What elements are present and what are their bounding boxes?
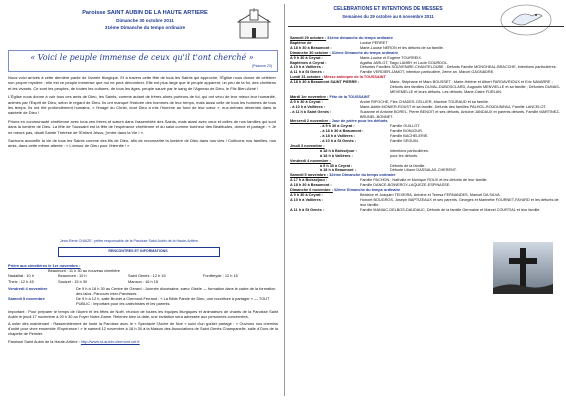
quote-reference: (Psaume 23) — [251, 64, 272, 68]
mass-line — [290, 110, 564, 120]
note-notice: A noter dès maintenant : Rassemblement de toute la Paroisse avec le « Spectacle l'Arche de Noé » suivi d'un goûter partagé : « Ouvrons nos chemins d'unité pour vivre ensemble l'Espérance ! » le samedi 12 novembre à 18 h 30 à la Maison des Associations de Saint Genès Champanelle, salle d'Ours de la chapelle de Pensier. — [8, 321, 278, 337]
website-line — [8, 339, 278, 344]
bulletin-date: Dimanche 30 octobre 2011 — [116, 18, 174, 23]
mass-intention: pour les défunts. — [390, 153, 419, 158]
day-label: Samedi 5 novembre : — [290, 173, 329, 178]
mass-time: à 9 h 30 à Ceyrat : — [320, 163, 353, 168]
day-label: Jeudi 3 novembre : — [290, 143, 325, 148]
mass-intention: Famille MANIAC-DELBOS-DAUDAUC, Défunts de la famille Germaine et Marcel COURTIAL et leur famille. — [360, 207, 541, 212]
mass-intention: Marie-Louise NERON et les défunts de sa famille. — [360, 45, 444, 50]
day-block — [290, 36, 564, 51]
mass-intention: Famille BONJOUR. — [390, 129, 423, 134]
day-block — [290, 173, 564, 188]
mass-time: A 9 h 30 à Ceyrat : — [290, 193, 323, 197]
mass-intention: Défunts de la famille. — [390, 163, 426, 168]
day-label: Vendredi 4 novembre : — [290, 158, 331, 163]
editorial-paragraph: Sachons accueillir la vie de tous les Saints comme des fils de Dieu, afin de reconnaître la lumière de Dieu dans nos vies ! Cultivons nos familles, nos amis, dans cette même attente : « L'amour de Dieu pour l'éternité ! » — [8, 138, 276, 149]
mass-time: à 18 h à Beaumont : — [320, 168, 356, 173]
day-block — [290, 51, 564, 76]
samedi-row — [8, 296, 278, 306]
mass-line — [290, 208, 564, 213]
parish-title: Paroisse SAINT AUBIN DE LA HAUTE ARTIERE — [82, 10, 208, 16]
day-heading: Messe anticipée de la TOUSSAINT — [323, 75, 386, 80]
prayer-cell: Theix : 12 h 45 — [8, 278, 34, 284]
mass-time: A 11 h à St Genès : — [290, 70, 325, 75]
mass-line — [290, 198, 564, 208]
samedi-text: De 9 h à 12 h, salle Brunet à Clermont-Ferrand : « La Bible Parole de Dieu, une nourriture à partager » — TOUT PUBLIC : important pour les catéchistes et les parents. — [76, 296, 270, 307]
mass-intention: Famille PACHON ; Nathalie et Monique ROUX et les défunts de leur famille. — [360, 178, 488, 183]
day-heading: Jour de prière pour les défunts — [331, 119, 388, 124]
mass-time: A 17 h à Boisséjour : — [290, 178, 328, 183]
mass-time: A 18 h 30 à Beaumont SAINT PIERRE : — [290, 80, 360, 85]
cross-photo-icon — [493, 242, 553, 294]
mass-intention: Famille VERDIER-JAMOT, intention particulière, 2ème an. Marcel GAGNADRE. — [360, 70, 495, 75]
mass-time: Baptême de — [290, 40, 312, 45]
day-block — [290, 95, 564, 120]
vendredi-row — [8, 286, 278, 296]
mass-time: - à 11 h à Saint Genès : — [290, 109, 332, 114]
mass-intention: Défuntes Familles SOUVENIRE-CHANTELOUBE ; Défunts Famille MONGHEAL-BRACCHE, intentions particulières. — [360, 65, 557, 70]
mass-time: - à 10 h à St Genès : — [320, 139, 357, 144]
encounters-heading: RENCONTRES ET INFORMATIONS — [108, 249, 168, 253]
right-column — [288, 0, 564, 400]
mass-intention: Défunte Liliane DASSALAS-CHERENT. — [390, 168, 457, 173]
prayer-cell: Manson : 16 h 15 — [128, 278, 159, 284]
mass-intention: Marie, Stéphane et Marc BOUSSET ; Marie-Hélène et Albert FARGAVRIOUX et Eric NAVARRE ; Défunts des familles DUVAL-DUBOSCLARD, Augustin MENVIELLE et sa famille ; Défuntes DUMAS-MEVEMELLE et leurs défunts. Les défunts, Marie-Claire FURLAN. — [390, 80, 561, 94]
sunday-text: Dimanche du temps ordinaire — [119, 25, 186, 30]
editorial-paragraph: Prions en communauté chrétienne avec tous ces frères et sœurs dans l'assemblée des Saints, mais aussi avec ceux et celles de nos familles qui sont dans la lumière de Dieu. La fête de Toussaint est la fête de l'espérance chrétienne et du salut comme bonheur des Béatitudes, donné et partagé : « Je ne meurs pas, disait Sainte Thérèse de l'Enfant Jésus, j'entre dans la Vie ! ». — [8, 118, 276, 135]
day-label: Dimanche 6 novembre : — [290, 188, 333, 193]
celebrations-subtitle: Semaines du 29 octobre au 6 novembre 2011 — [342, 14, 434, 19]
day-label: Lundi 31 octobre : — [290, 75, 323, 80]
mass-time: - à 18 h à Vallières : — [320, 134, 356, 139]
mass-intention: Béatrice et Joaquim TEIXEIRA, Antoine et Teresa FERNANDES, Manuel DA SILVA. — [360, 193, 501, 197]
mass-intention: Famille DANCE-BOINEROY-LAQUEZE-ESPINASSE. — [360, 183, 451, 188]
day-heading: 31ème dimanche du temps ordinaire — [327, 36, 393, 40]
vendredi-text: De 9 h à 18 h 30 au Centre de Gérard : Journée diocésaine, sœur Gisèle — formation dans le cadre de la formation des laïcs. Parcours Inter-Paroisses. — [76, 285, 276, 297]
prayer-cell: Nadaillat : 10 h — [8, 273, 34, 279]
samedi-label: Samedi 5 novembre — [8, 296, 45, 302]
mass-time: A 10 h à Vallières : — [290, 65, 324, 70]
mass-time: Baptêmes à Ceyrat : — [290, 60, 327, 65]
day-block — [290, 119, 490, 144]
website-link[interactable]: http://www.st-aubin-clermont.cef.fr — [80, 338, 140, 344]
mass-time: A 9 h 30 à Ceyrat : — [290, 99, 323, 104]
title-rule — [288, 26, 564, 27]
mass-intention: Louise PERRET — [360, 40, 388, 45]
editorial-paragraph: Nous voici arrivés à cette dernière partie de l'année liturgique. Et à travers cette fête de tous les Saints qui approche, l'Église nous donne de célébrer son propre mystère : elle est ce peuple immense que nul ne peut dénombrer. Elle est plus large que le peuple apparent, un peu de la foi, des chrétiens et les vivants. Ce sont les peuples, de toutes les cultures, de tous les âges, peuple sauvé par le sang de l'Agneau de Dieu, le Fils Bien-Aimé ! — [8, 75, 276, 91]
mass-time: A 11 h à St Genès : — [290, 207, 325, 212]
mass-time: A 10 h à Vallières : — [290, 197, 324, 202]
prayer-table — [8, 273, 278, 283]
day-block — [290, 144, 490, 159]
day-label: Samedi 29 octobre : — [290, 36, 327, 40]
prayer-cell: Beaumont : 10 h — [58, 273, 87, 279]
mass-intention: André RIFOCHE, Fles CHADES-CELLIER, Maxime TOURAUD et sa famille. — [360, 99, 489, 104]
day-heading: 32ème Dimanche du temps ordinaire — [329, 173, 396, 178]
day-heading: Fête de la TOUSSAINT — [329, 94, 370, 99]
day-heading: 31ème Dimanche du temps ordinaire — [331, 50, 399, 55]
liturgical-sunday — [70, 25, 220, 30]
day-block — [290, 188, 564, 213]
headline-quote: « Voici le peuple immense de ceux qu'il t'ont cherché » — [30, 53, 254, 62]
editorial-text — [8, 75, 276, 152]
information-section — [8, 263, 278, 344]
vendredi-label: Vendredi 4 novembre — [8, 285, 48, 291]
day-heading: 32ème Dimanche du temps ordinaire — [333, 188, 401, 193]
mass-intention: Famille GUILLOT. — [390, 124, 421, 129]
mass-time: - à 18 h 30 à Beaumont : — [320, 129, 364, 134]
mass-intention: Agatha JARLOT, Tiago LAMBY et Lucie GOURDOL. — [360, 60, 449, 65]
prayer-cell: Fontfreyde : 12 h 15 — [203, 273, 238, 279]
prayer-cell: Saint Genès : 12 h 15 — [128, 273, 166, 279]
mass-time: à 18 h à Boisséjour : — [320, 148, 357, 153]
day-label: Dimanche 30 octobre : — [290, 50, 331, 55]
mass-schedule — [290, 36, 564, 213]
day-label: Mardi 1er novembre : — [290, 94, 329, 99]
mass-time: A 9 h 30 à Ceyrat : — [290, 55, 323, 60]
editorial-paragraph: L'Église nous donne à voir tous ces amis de Dieu, les Saints, comme autant de frères aînés porteurs de foi, qui ont vécu de leur mieux leur humanité, animés par l'Esprit de Dieu, selon le regard de Dieu. Ils ont manqué l'histoire des hommes de leur temps, mais aussi celle de tous les hommes de tous les temps. Ils ont été profondément humains, « l'image du Christ, dont Dieu a mis l'homme au fond de leur cœur », eux-mêmes décernés dans la sainteté de Dieu ! — [8, 94, 276, 116]
mass-time: à 18 h à Vallières : — [320, 153, 353, 158]
dove-emblem-icon — [498, 2, 554, 38]
day-block — [290, 159, 490, 174]
celebrations-title: CELEBRATIONS ET INTENTIONS DE MESSES — [333, 6, 443, 12]
mass-intention: intentions particulières. — [390, 148, 429, 153]
prayer-cell: Saulzet : 15 h 30 — [58, 278, 88, 284]
sunday-number: 31ème — [104, 25, 120, 30]
mass-intention: Marie-Louise et Eugène TOURREIX. — [360, 55, 422, 60]
mass-intention: Famille BACHELERIE. — [390, 134, 429, 139]
church-logo-icon — [234, 8, 274, 42]
mass-intention: Marie-Adèle MONIER-ROUST et sa famille. Défunts des familles PALHOL-ROUDUNEAU, Famille LANCELOT. — [360, 104, 547, 109]
prayer-line: Beaumont : 11 h 30 au nouveau cimetière — [48, 268, 120, 274]
mass-time: A 18 h 30 à Beaumont : — [290, 183, 332, 188]
mass-time: - à 9 h 30 à Ceyrat : — [320, 124, 355, 129]
website-label: Paroisse Saint Aubin de la Haute-Artière : — [8, 338, 80, 344]
prayer-title: Prière aux cimetières le 1er novembre : — [8, 263, 81, 268]
mass-time: - à 10 h à Vallières : — [290, 104, 326, 109]
column-divider — [284, 4, 285, 396]
day-block — [290, 75, 564, 95]
day-label: Mercredi 2 novembre : — [290, 119, 331, 124]
mass-intention: Famille SEGUIN. — [390, 139, 419, 144]
mass-time: A 18 h 30 à Beaumont : — [290, 45, 332, 50]
mass-intention: Suzanne et Antoine BOREL, Pierre BENOIT et ses défunts, Antoine JANDAUX et parents défunts, Famille MARTINEZ-BRUNEL-BONNET. — [360, 109, 560, 119]
mass-line — [290, 80, 564, 95]
signature: Jean-René CHAIZE, prêtre responsable de la Paroisse Saint Aubin de la Haute-Artière. — [60, 239, 199, 243]
mass-intention: Honoré BOUGROS, Joseph BAPTIZEAUX et ses parents, Georges et Marinette FOURNET-FAYARD et les défunts de leur famille. — [360, 197, 559, 207]
important-notice: Important : Pour préparer le temps de l'Avent et les fêtes de Noël, réunion de toutes les équipes liturgiques et animateurs de chants de la Paroisse Saint Aubin le jeudi 17 novembre à 20 h 30 au Foyer Notre-Dame. Retenez bien la date, une invitation sera adressée aux personnes concernées. — [8, 308, 278, 319]
